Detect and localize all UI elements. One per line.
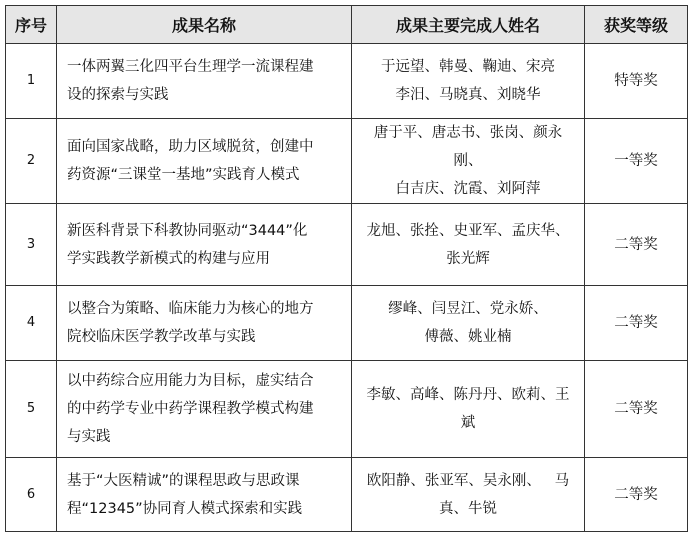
name-line: 学实践教学新模式的构建与应用 xyxy=(67,250,270,267)
header-seq: 序号 xyxy=(6,6,57,44)
name-line: 院校临床医学教学改革与实践 xyxy=(67,329,256,345)
table-row xyxy=(6,361,688,458)
name-line: 的中药学专业中药学课程教学模式构建 xyxy=(67,401,314,417)
table-row xyxy=(6,286,688,361)
name-line: 设的探索与实践 xyxy=(67,87,169,103)
awards-table-container xyxy=(5,5,688,532)
name-line: 面向国家战略，助力区域脱贫，创建中 xyxy=(67,139,314,155)
people-line: 龙旭、张拴、史亚军、孟庆华、 xyxy=(366,222,570,239)
row-award: 特等奖 xyxy=(585,44,688,119)
table-row xyxy=(6,204,688,286)
awards-table xyxy=(5,5,688,532)
people-line: 真、牛锐 xyxy=(439,500,497,517)
people-line: 李汨、马晓真、刘晓华 xyxy=(395,87,541,103)
row-achievement-name xyxy=(57,286,352,361)
row-award: 二等奖 xyxy=(585,286,688,361)
people-line: 欧阳静、张亚军、吴永刚、 马 xyxy=(366,472,570,489)
people-line: 斌 xyxy=(460,415,476,431)
row-seq: 1 xyxy=(6,44,57,119)
row-award: 二等奖 xyxy=(585,361,688,458)
row-achievement-name xyxy=(57,119,352,204)
people-line: 唐于平、唐志书、张岗、颜永刚、 xyxy=(373,125,563,169)
people-line: 缪峰、闫昱江、党永娇、 xyxy=(388,301,548,317)
people-line: 白吉庆、沈霞、刘阿萍 xyxy=(395,181,541,197)
name-line: 一体两翼三化四平台生理学一流课程建 xyxy=(67,59,314,75)
row-seq: 6 xyxy=(6,458,57,532)
header-row xyxy=(6,6,688,44)
row-achievement-name xyxy=(57,204,352,286)
people-line: 李敏、高峰、陈丹丹、欧莉、王 xyxy=(366,387,570,403)
table-row xyxy=(6,119,688,204)
row-people xyxy=(352,204,585,286)
row-people xyxy=(352,286,585,361)
header-name: 成果名称 xyxy=(57,6,352,44)
people-line: 傅薇、姚业楠 xyxy=(424,329,512,345)
row-seq: 2 xyxy=(6,119,57,204)
name-line: 程“12345”协同育人模式探索和实践 xyxy=(67,500,303,517)
row-people xyxy=(352,119,585,204)
row-achievement-name xyxy=(57,361,352,458)
row-seq: 5 xyxy=(6,361,57,458)
name-line: 与实践 xyxy=(67,429,111,445)
name-line: 新医科背景下科教协同驱动“3444”化 xyxy=(67,222,308,239)
people-line: 张光辉 xyxy=(446,250,490,267)
row-award: 二等奖 xyxy=(585,204,688,286)
name-line: 基于“大医精诚”的课程思政与思政课 xyxy=(67,472,300,489)
row-achievement-name xyxy=(57,44,352,119)
row-people xyxy=(352,361,585,458)
row-people xyxy=(352,44,585,119)
people-line: 于远望、韩曼、鞠迪、宋亮 xyxy=(381,59,555,75)
row-seq: 4 xyxy=(6,286,57,361)
table-row xyxy=(6,458,688,532)
header-people: 成果主要完成人姓名 xyxy=(352,6,585,44)
row-award: 一等奖 xyxy=(585,119,688,204)
row-achievement-name xyxy=(57,458,352,532)
table-row xyxy=(6,44,688,119)
name-line: 以中药综合应用能力为目标，虚实结合 xyxy=(67,373,314,389)
name-line: 以整合为策略、临床能力为核心的地方 xyxy=(67,301,314,317)
header-award: 获奖等级 xyxy=(585,6,688,44)
name-line: 药资源“三课堂一基地”实践育人模式 xyxy=(67,167,300,183)
row-award: 二等奖 xyxy=(585,458,688,532)
row-seq: 3 xyxy=(6,204,57,286)
row-people xyxy=(352,458,585,532)
